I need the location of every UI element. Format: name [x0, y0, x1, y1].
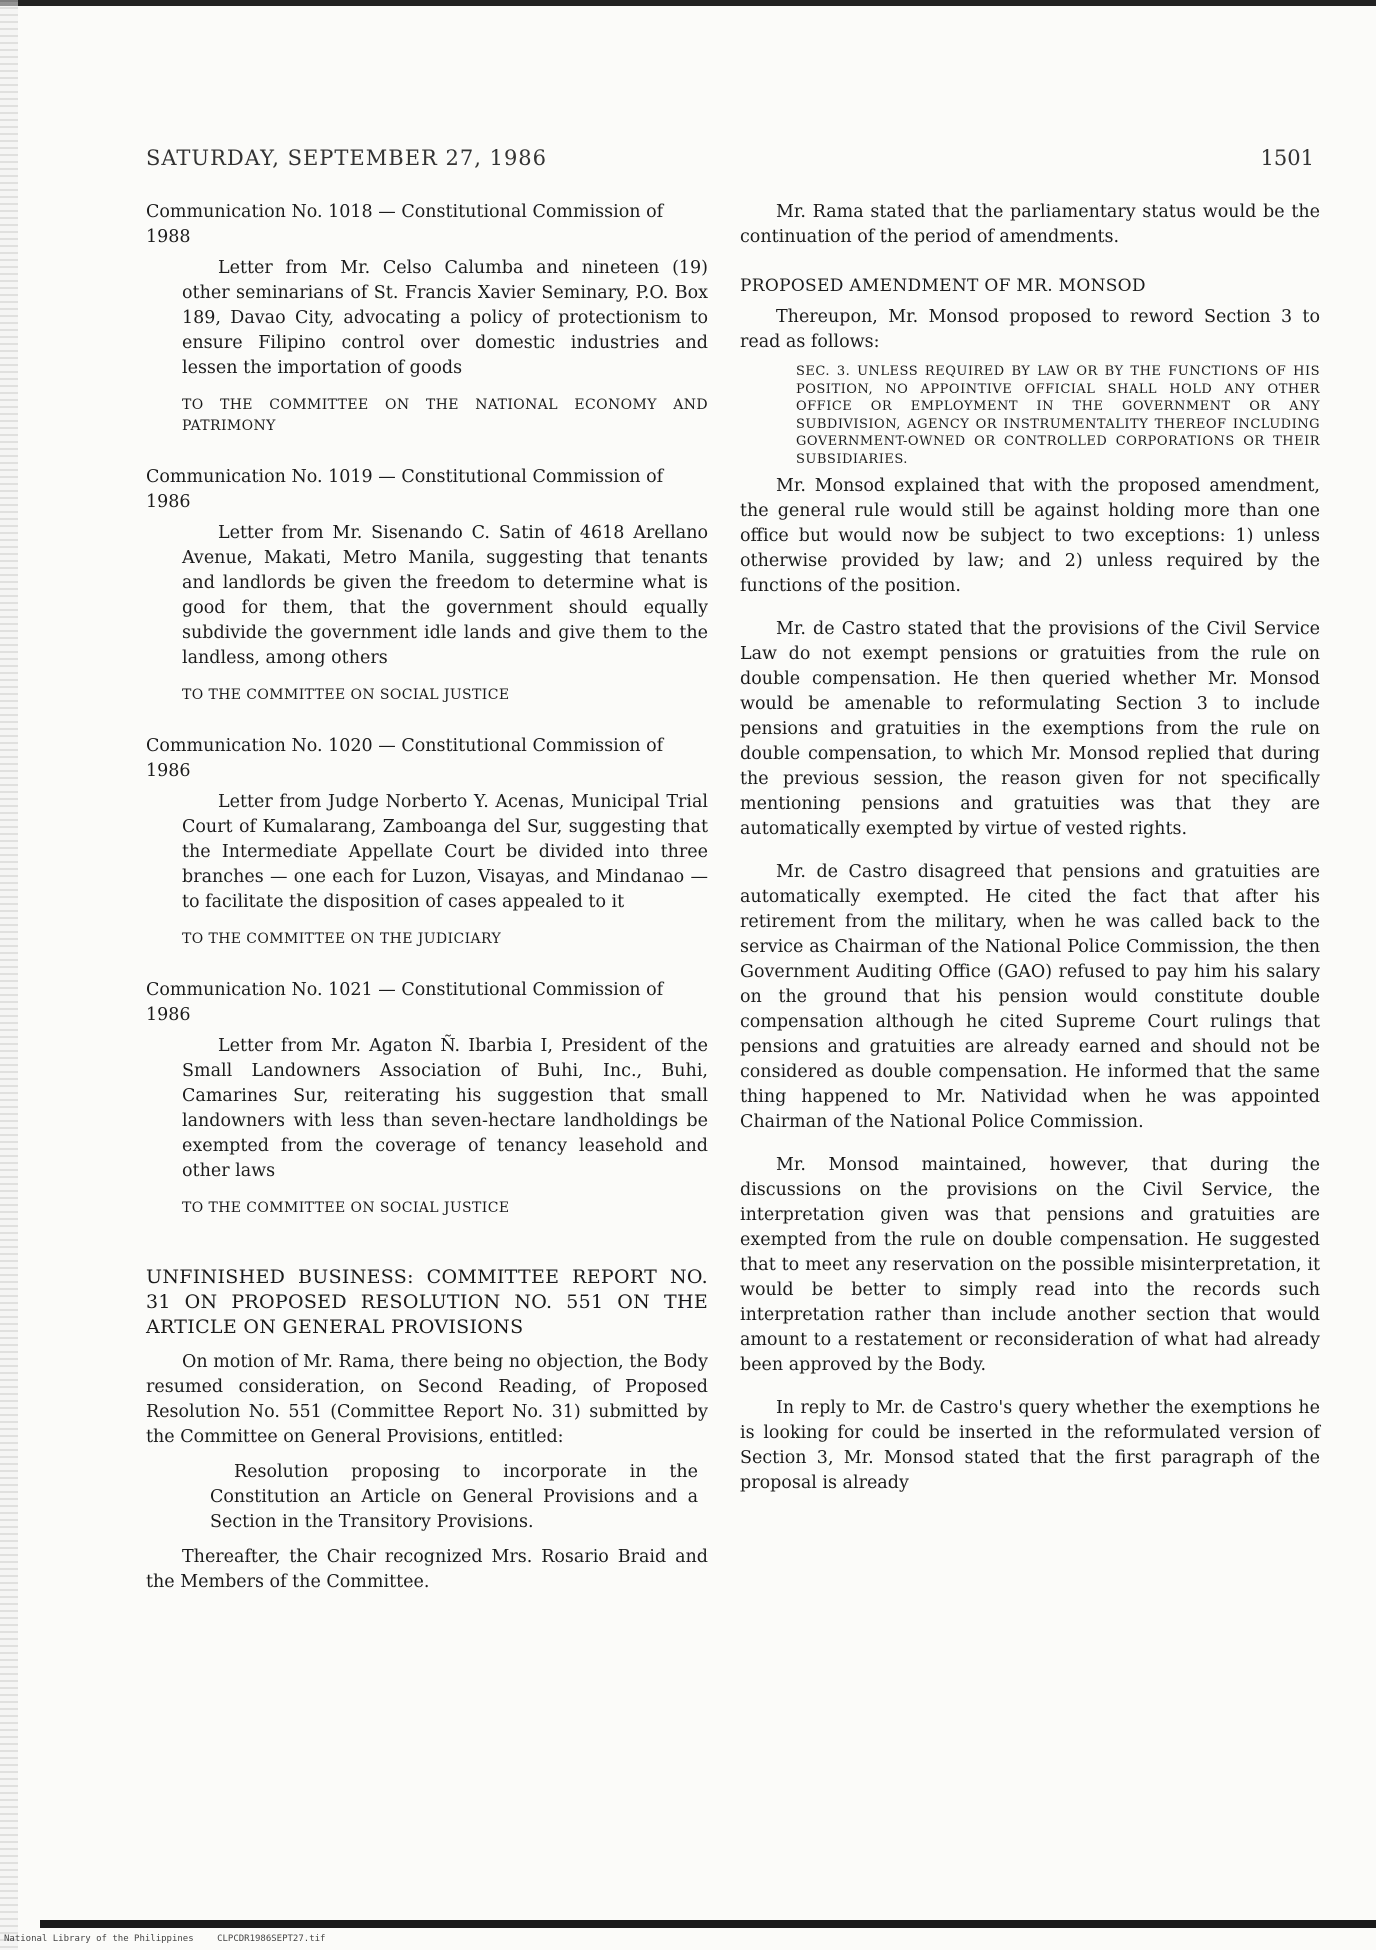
communication-title: Communication No. 1021 — Constitutional Commission of 1986: [146, 980, 664, 1025]
amendment-heading: PROPOSED AMENDMENT OF MR. MONSOD: [740, 276, 1146, 296]
top-border-rule: [0, 0, 1376, 6]
communication-block: [146, 978, 708, 1219]
unfinished-business-heading: UNFINISHED BUSINESS: COMMITTEE REPORT NO. 31 ON PROPOSED RESOLUTION NO. 551 ON THE ARTICLE ON GENERAL PROVISIONS: [146, 1266, 708, 1338]
bottom-border-rule: [40, 1920, 1376, 1928]
communication-body: Letter from Judge Norberto Y. Acenas, Municipal Trial Court of Kumalarang, Zamboanga del Sur, suggesting that the Intermediate Appellate Court be divided into three branches — one each for Luzon, Visayas, and Mindanao — to facilitate the disposition of cases appealed to it: [182, 792, 708, 912]
footer-code: CLPCDR1986SEPT27.tif: [217, 1934, 326, 1944]
left-column: [146, 200, 708, 1595]
communication-block: [146, 200, 708, 437]
resolution-title-quote: Resolution proposing to incorporate in the Constitution an Article on General Provisions and a Section in the Transitory Provisions.: [210, 1462, 698, 1532]
scan-binding-edge: [0, 0, 18, 1950]
communication-body: Letter from Mr. Agaton Ñ. Ibarbia I, President of the Small Landowners Association of Buhi, Inc., Buhi, Camarines Sur, reiterating his suggestion that small landowners with less than seven-hectare landholdings be exempted from the coverage of tenancy leasehold and other laws: [182, 1036, 708, 1181]
page-number: 1501: [1260, 146, 1314, 170]
communication-body: Letter from Mr. Celso Calumba and nineteen (19) other seminarians of St. Francis Xavier Seminary, P.O. Box 189, Davao City, advocating a policy of protectionism to ensure Filipino control over domestic industries and lessen the importation of goods: [182, 258, 708, 378]
thereupon-paragraph: Thereupon, Mr. Monsod proposed to reword Section 3 to read as follows:: [740, 307, 1320, 352]
committee-referral: TO THE COMMITTEE ON SOCIAL JUSTICE: [182, 1200, 510, 1216]
monsod-explained-paragraph: Mr. Monsod explained that with the proposed amendment, the general rule would still be against holding more than one office but would now be subject to two exceptions: 1) unless otherwise provided by law; and 2) unless required by the functions of the position.: [740, 476, 1320, 596]
communication-title: Communication No. 1019 — Constitutional Commission of 1986: [146, 467, 664, 512]
committee-referral: TO THE COMMITTEE ON THE NATIONAL ECONOMY AND PATRIMONY: [182, 397, 708, 434]
committee-referral: TO THE COMMITTEE ON SOCIAL JUSTICE: [182, 687, 510, 703]
recognition-paragraph: Thereafter, the Chair recognized Mrs. Rosario Braid and the Members of the Committee.: [146, 1547, 708, 1592]
monsod-maintained-paragraph: Mr. Monsod maintained, however, that during the discussions on the provisions on the Civil Service, the interpretation given was that pensions and gratuities are exempted from the rule on double compensation. He suggested that to meet any reservation on the possible misinterpretation, it would be better to simply read into the records such interpretation rather than include another section that would amount to a restatement or reconsideration of what had already been approved by the Body.: [740, 1155, 1320, 1375]
rama-paragraph: Mr. Rama stated that the parliamentary status would be the continuation of the period of amendments.: [740, 202, 1320, 247]
communication-block: [146, 734, 708, 950]
committee-referral: TO THE COMMITTEE ON THE JUDICIARY: [182, 931, 502, 947]
in-reply-paragraph: In reply to Mr. de Castro's query whether the exemptions he is looking for could be inserted in the reformulated version of Section 3, Mr. Monsod stated that the first paragraph of the proposal is already: [740, 1398, 1320, 1493]
footer-library: National Library of the Philippines: [4, 1934, 194, 1944]
section-3-quote: SEC. 3. UNLESS REQUIRED BY LAW OR BY THE FUNCTIONS OF HIS POSITION, NO APPOINTIVE OFFICIAL SHALL HOLD ANY OTHER OFFICE OR EMPLOYMENT IN THE GOVERNMENT OR ANY SUBDIVISION, AGENCY OR INSTRUMENTALITY THEREOF INCLUDING GOVERNMENT-OWNED OR CONTROLLED CORPORATIONS OR THEIR SUBSIDIARIES.: [796, 364, 1320, 467]
right-column: [740, 200, 1320, 1496]
scan-footer: [4, 1934, 343, 1944]
decastro-disagreed-paragraph: Mr. de Castro disagreed that pensions and gratuities are automatically exempted. He cited the fact that after his retirement from the military, when he was called back to the service as Chairman of the National Police Commission, the then Government Auditing Office (GAO) refused to pay him his salary on the ground that his pension would constitute double compensation although he cited Supreme Court rulings that pensions and gratuities are already earned and should not be considered as double compensation. He informed that the same thing happened to Mr. Natividad when he was appointed Chairman of the National Police Commission.: [740, 862, 1320, 1132]
header-date: SATURDAY, SEPTEMBER 27, 1986: [146, 146, 548, 170]
communication-body: Letter from Mr. Sisenando C. Satin of 4618 Arellano Avenue, Makati, Metro Manila, suggesting that tenants and landlords be given the freedom to determine what is good for them, that the government should equally subdivide the government idle lands and give them to the landless, among others: [182, 523, 708, 668]
decastro-stated-paragraph: Mr. de Castro stated that the provisions of the Civil Service Law do not exempt pensions or gratuities from the rule on double compensation. He then queried whether Mr. Monsod would be amenable to reformulating Section 3 to include pensions and gratuities in the exemptions from the rule on double compensation, to which Mr. Monsod replied that during the previous session, the reason given for not specifically mentioning pensions and gratuities was that they are automatically exempted by virtue of vested rights.: [740, 619, 1320, 839]
communication-title: Communication No. 1018 — Constitutional Commission of 1988: [146, 202, 664, 247]
communication-block: [146, 465, 708, 706]
communication-title: Communication No. 1020 — Constitutional Commission of 1986: [146, 736, 664, 781]
page-header: [146, 146, 1314, 180]
motion-paragraph: On motion of Mr. Rama, there being no objection, the Body resumed consideration, on Second Reading, of Proposed Resolution No. 551 (Committee Report No. 31) submitted by the Committee on General Provisions, entitled:: [146, 1352, 708, 1447]
